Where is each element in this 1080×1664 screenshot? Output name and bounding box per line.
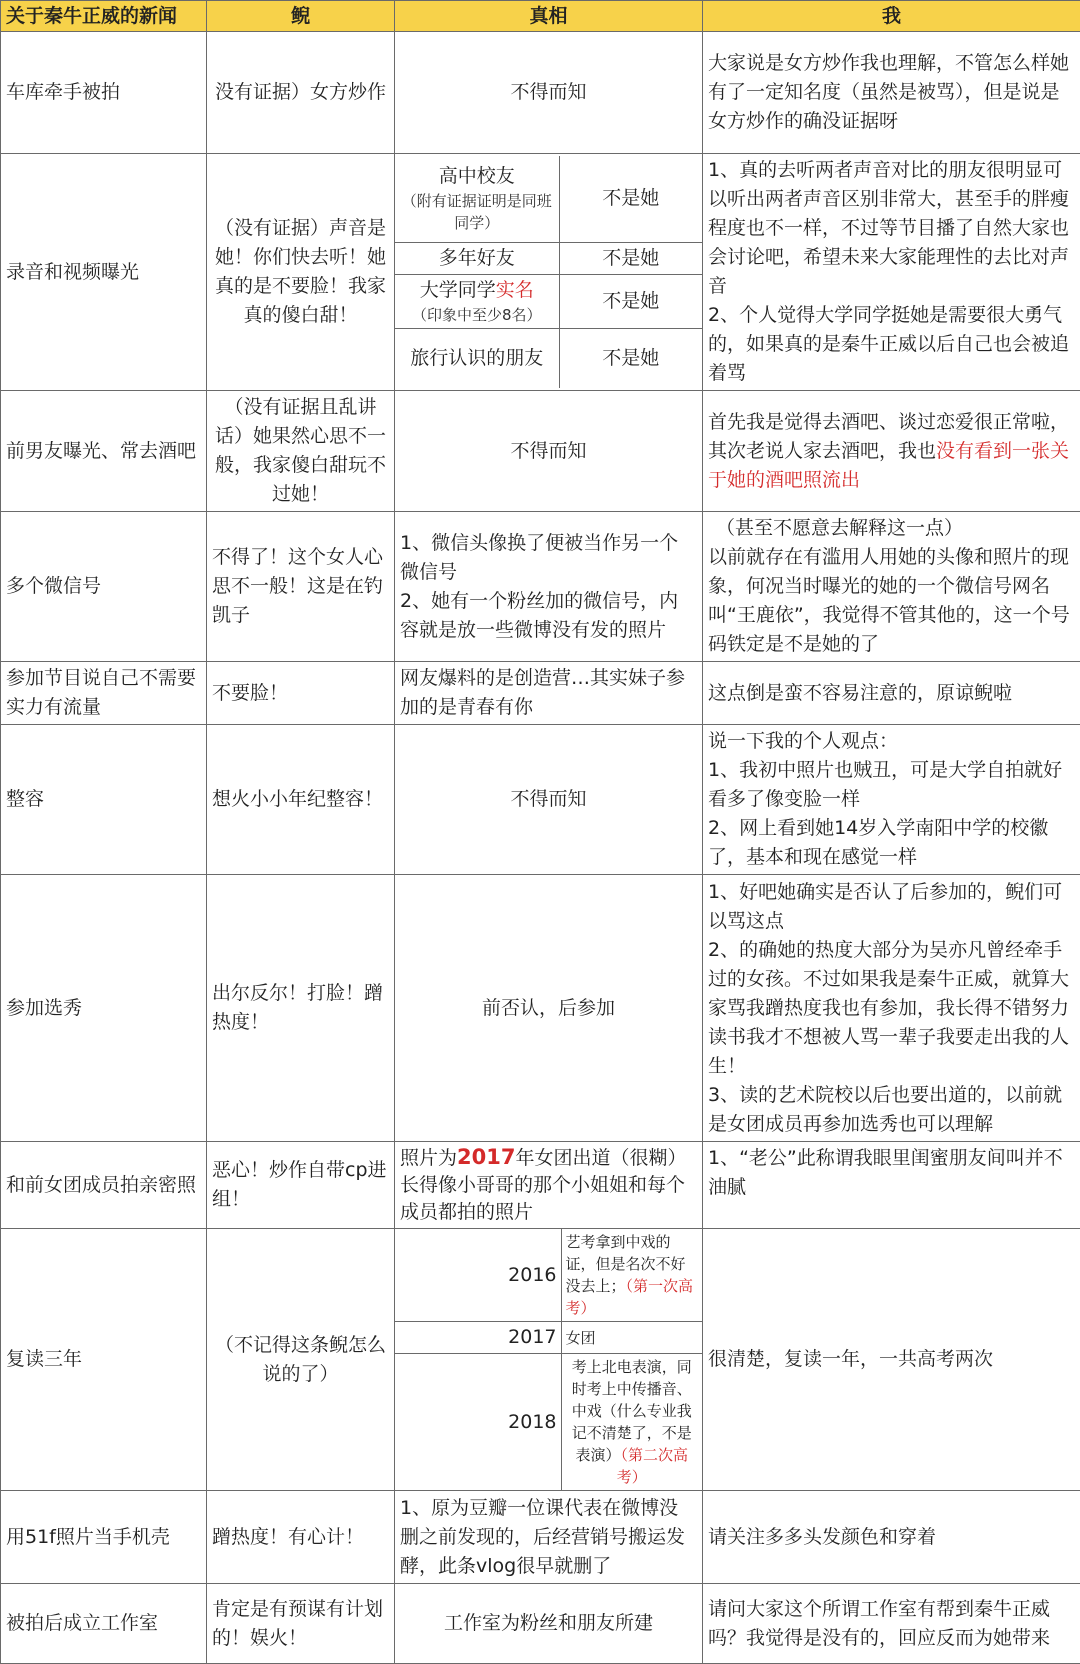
me-paragraph: 1、好吧她确实是否认了后参加的，鲵们可以骂这点	[708, 878, 1075, 936]
me-cell: 请关注多多头发颜色和穿着	[703, 1491, 1080, 1584]
news-cell: 车库牵手被拍	[1, 32, 207, 154]
me-highlight: 没有看到一张关于她的酒吧照流出	[708, 440, 1069, 491]
table-row	[1, 1491, 1080, 1584]
me-paragraph: 1、我初中照片也贼丑，可是大学自拍就好看多了像变脸一样	[708, 756, 1075, 814]
witness-who	[395, 274, 559, 328]
truth-text: 年女团出道（很糊）长得像小哥哥的那个小姐姐和每个成员都拍的照片	[400, 1147, 686, 1223]
witness-who: 旅行认识的朋友	[395, 328, 559, 388]
news-cell: 用51f照片当手机壳	[1, 1491, 207, 1584]
truth-cell	[395, 1142, 703, 1229]
news-cell: 多个微信号	[1, 512, 207, 662]
me-paragraph: 以前就存在有滥用人用她的头像和照片的现象，何况当时曝光的她的一个微信号网名叫“王鹿依”，我觉得不管其他的，这一个号码铁定是不是她的了	[708, 543, 1075, 659]
witness-note: （附有证据证明是同班同学）	[399, 190, 555, 234]
me-cell	[703, 875, 1080, 1142]
hater-cell: 出尔反尔！打脸！蹭热度！	[207, 875, 395, 1142]
table-row	[1, 725, 1080, 875]
news-cell: 参加节目说自己不需要实力有流量	[1, 662, 207, 725]
hater-cell: 不得了！这个女人心思不一般！这是在钓凯子	[207, 512, 395, 662]
timeline-year: 2016	[395, 1229, 561, 1322]
hater-cell: （没有证据）声音是她！你们快去听！她真的是不要脸！我家真的傻白甜！	[207, 154, 395, 391]
hater-cell: 想火小小年纪整容！	[207, 725, 395, 875]
table-row	[1, 1584, 1080, 1664]
witness-label	[399, 277, 555, 304]
table-row	[1, 32, 1080, 154]
header-truth: 真相	[395, 1, 703, 32]
witness-note: （印象中至少8名）	[399, 304, 555, 326]
truth-year-highlight: 2017	[457, 1145, 515, 1169]
table-row	[1, 662, 1080, 725]
me-cell: 大家说是女方炒作我也理解，不管怎么样她有了一定知名度（虽然是被骂），但是说是女方炒作的确没证据呀	[703, 32, 1080, 154]
me-cell: 这点倒是蛮不容易注意的，原谅鲵啦	[703, 662, 1080, 725]
header-hater: 鲵	[207, 1, 395, 32]
news-cell: 被拍后成立工作室	[1, 1584, 207, 1664]
news-cell: 前男友曝光、常去酒吧	[1, 391, 207, 512]
me-paragraph: （甚至不愿意去解释这一点）	[708, 514, 1075, 543]
timeline-note: （第一次高考）	[566, 1277, 694, 1317]
header-news: 关于秦牛正威的新闻	[1, 1, 207, 32]
timeline-text	[561, 1229, 702, 1322]
truth-cell: 前否认，后参加	[395, 875, 703, 1142]
hater-cell: 没有证据）女方炒作	[207, 32, 395, 154]
me-paragraph: 2、个人觉得大学同学挺她是需要很大勇气的，如果真的是秦牛正威以后自己也会被追着骂	[708, 301, 1075, 388]
news-cell: 复读三年	[1, 1229, 207, 1491]
hater-cell: 蹭热度！有心计！	[207, 1491, 395, 1584]
me-paragraph: 2、的确她的热度大部分为吴亦凡曾经牵手过的女孩。不过如果我是秦牛正威，就算大家骂我蹭热度我也有参加，我长得不错努力读书我才不想被人骂一辈子我要走出我的人生！	[708, 936, 1075, 1081]
truth-cell: 1、原为豆瓣一位课代表在微博没删之前发现的，后经营销号搬运发酵，此条vlog很早就删了	[395, 1491, 703, 1584]
hater-cell: 不要脸！	[207, 662, 395, 725]
truth-cell	[395, 512, 703, 662]
truth-paragraph: 1、微信头像换了便被当作另一个微信号	[400, 529, 697, 587]
truth-cell	[395, 1229, 703, 1491]
me-text: 首先我是觉得去酒吧、谈过恋爱很正常啦，其次老说人家去酒吧，我也	[708, 411, 1069, 462]
me-paragraph: 说一下我的个人观点：	[708, 727, 1075, 756]
truth-cell	[395, 154, 703, 391]
me-paragraph: 2、网上看到她14岁入学南阳中学的校徽了，基本和现在感觉一样	[708, 814, 1075, 872]
witness-table	[395, 156, 702, 388]
witness-verdict: 不是她	[559, 242, 702, 274]
witness-label-highlight: 实名	[496, 279, 534, 301]
truth-cell: 工作室为粉丝和朋友所建	[395, 1584, 703, 1664]
me-cell: 请问大家这个所谓工作室有帮到秦牛正威吗？我觉得是没有的，回应反而为她带来	[703, 1584, 1080, 1664]
news-cell: 参加选秀	[1, 875, 207, 1142]
hater-cell: （没有证据且乱讲话）她果然心思不一般，我家傻白甜玩不过她！	[207, 391, 395, 512]
me-paragraph: 3、读的艺术院校以后也要出道的，以前就是女团成员再参加选秀也可以理解	[708, 1081, 1075, 1139]
me-cell	[703, 154, 1080, 391]
hater-cell: 恶心！炒作自带cp进组！	[207, 1142, 395, 1229]
me-cell	[703, 725, 1080, 875]
me-cell: 1、“老公”此称谓我眼里闺蜜朋友间叫并不油腻	[703, 1142, 1080, 1229]
table-row	[1, 512, 1080, 662]
timeline-desc: 考上北电表演，同时考上中传播音、中戏（什么专业我记不清楚了，不是表演）	[572, 1358, 692, 1464]
witness-label-text: 大学同学	[420, 279, 496, 301]
witness-who: 多年好友	[395, 242, 559, 274]
truth-cell: 不得而知	[395, 32, 703, 154]
me-paragraph: 1、真的去听两者声音对比的朋友很明显可以听出两者声音区别非常大，甚至手的胖瘦程度也不一样，不过等节目播了自然大家也会讨论吧，希望未来大家能理性的去比对声音	[708, 156, 1075, 301]
table-row	[1, 391, 1080, 512]
timeline-desc: 女团	[566, 1329, 596, 1347]
truth-text: 照片为	[400, 1147, 457, 1169]
witness-who	[395, 156, 559, 242]
truth-paragraph: 2、她有一个粉丝加的微信号，内容就是放一些微博没有发的照片	[400, 587, 697, 645]
table-row	[1, 1142, 1080, 1229]
header-row	[1, 1, 1080, 32]
table-row	[1, 1229, 1080, 1491]
truth-cell: 网友爆料的是创造营…其实妹子参加的是青春有你	[395, 662, 703, 725]
witness-verdict: 不是她	[559, 274, 702, 328]
me-cell	[703, 512, 1080, 662]
witness-label: 高中校友	[399, 163, 555, 190]
timeline-text	[561, 1354, 702, 1491]
truth-cell: 不得而知	[395, 725, 703, 875]
timeline-year: 2018	[395, 1354, 561, 1491]
news-cell: 和前女团成员拍亲密照	[1, 1142, 207, 1229]
news-cell: 录音和视频曝光	[1, 154, 207, 391]
timeline-note: （第二次高考）	[617, 1446, 688, 1486]
truth-cell: 不得而知	[395, 391, 703, 512]
timeline-text	[561, 1322, 702, 1354]
witness-verdict: 不是她	[559, 328, 702, 388]
table-row	[1, 154, 1080, 391]
hater-cell: 肯定是有预谋有计划的！娱火！	[207, 1584, 395, 1664]
timeline-table	[395, 1229, 702, 1490]
header-me: 我	[703, 1, 1080, 32]
timeline-desc: 艺考拿到中戏的证，但是名次不好没去上；	[566, 1233, 686, 1295]
timeline-year: 2017	[395, 1322, 561, 1354]
me-cell: 很清楚，复读一年，一共高考两次	[703, 1229, 1080, 1491]
table-row	[1, 875, 1080, 1142]
me-cell	[703, 391, 1080, 512]
witness-verdict: 不是她	[559, 156, 702, 242]
hater-cell: （不记得这条鲵怎么说的了）	[207, 1229, 395, 1491]
news-cell: 整容	[1, 725, 207, 875]
